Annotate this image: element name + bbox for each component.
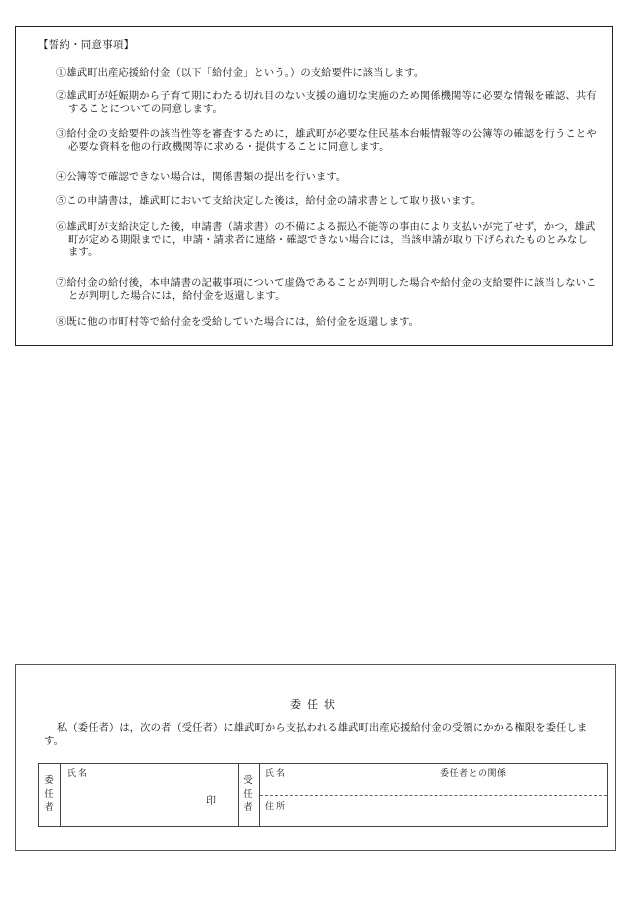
consent-item-3: ③給付金の支給要件の該当性等を審査するために，雄武町が必要な住民基本台帳情報等の公簿等の確認を行うことや必要な資料を他の行政機関等に求める・提供することに同意します。 xyxy=(56,128,597,153)
delegate-address-cell[interactable] xyxy=(260,796,607,826)
delegate-address-label: 住所 xyxy=(265,802,288,812)
delegator-name-label: 氏名 xyxy=(67,769,90,779)
consent-item-8: ⑧既に他の市町村等で給付金を受給していた場合には，給付金を返還します。 xyxy=(56,316,420,328)
poa-table xyxy=(38,763,608,827)
delegate-name-cell[interactable] xyxy=(260,764,607,795)
poa-title: 委任状 xyxy=(290,698,341,711)
power-of-attorney-section xyxy=(15,664,616,851)
delegate-name-label: 氏名 xyxy=(265,769,288,779)
consent-item-1: ①雄武町出産応援給付金（以下「給付金」という。）の支給要件に該当します。 xyxy=(56,67,425,79)
relationship-label: 委任者との関係 xyxy=(440,769,507,779)
seal-mark: 印 xyxy=(206,796,218,807)
consent-item-5: ⑤この申請書は，雄武町において支給決定した後は，給付金の請求書として取り扱います。 xyxy=(56,195,482,207)
poa-body-text: 私（委任者）は，次の者（受任者）に雄武町から支払われる雄武町出産応援給付金の受領にかかる権限を委任します。 xyxy=(44,722,588,747)
consent-heading: 【誓約・同意事項】 xyxy=(38,39,135,51)
consent-section xyxy=(15,26,613,346)
consent-item-7: ⑦給付金の給付後，本申請書の記載事項について虚偽であることが判明した場合や給付金の支給要件に該当しないことが判明した場合には，給付金を返還します。 xyxy=(56,277,597,302)
delegate-label: 受任者 xyxy=(243,775,253,813)
delegator-label: 委任者 xyxy=(44,775,54,813)
consent-item-6: ⑥雄武町が支給決定した後，申請書（請求書）の不備による振込不能等の事由により支払いが完了せず，かつ，雄武町が定める期限までに，申請・請求者に連絡・確認できない場合には，当該申請が取り下げられたものとみなします。 xyxy=(56,221,596,258)
delegator-name-cell[interactable] xyxy=(60,764,238,826)
consent-item-2: ②雄武町が妊娠期から子育て期にわたる切れ目のない支援の適切な実施のため関係機関等に必要な情報を確認、共有することについての同意します。 xyxy=(56,90,597,115)
consent-item-4: ④公簿等で確認できない場合は，関係書類の提出を行います。 xyxy=(56,171,347,183)
